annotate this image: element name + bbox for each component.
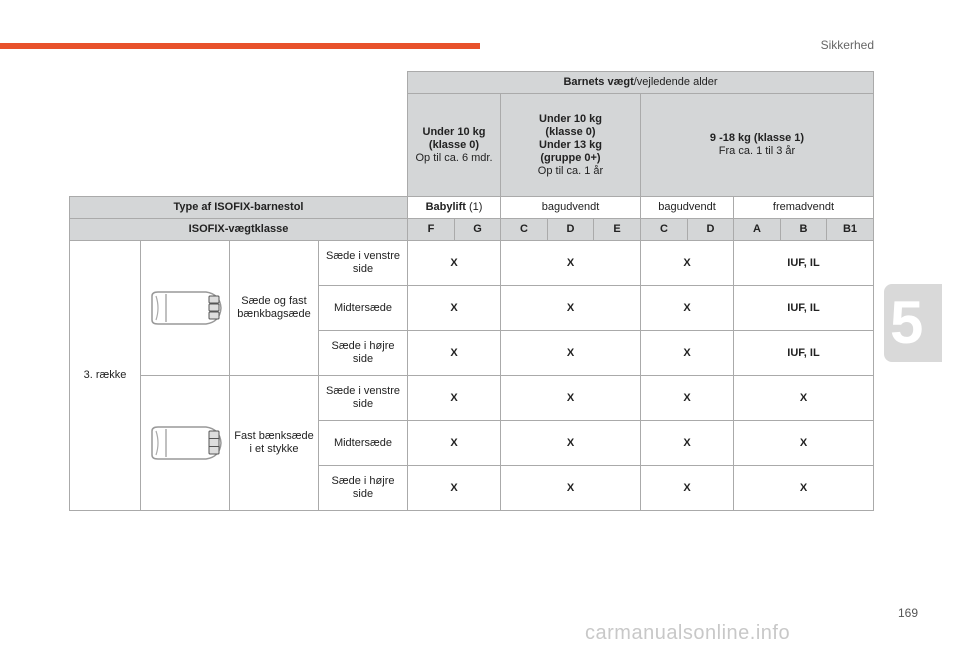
seat-position: Midtersæde	[319, 286, 408, 331]
car-rear-seat-icon	[146, 288, 224, 328]
row-label: 3. række	[70, 241, 141, 511]
weight-line: (klasse 0)	[545, 125, 596, 138]
seat-icon-cell	[141, 376, 230, 511]
class-row-label: ISOFIX-vægtklasse	[70, 219, 408, 241]
chapter-number: 5	[890, 289, 924, 356]
compatibility-value: IUF, IL	[734, 331, 874, 376]
weight-line: Under 10 kg	[422, 125, 486, 138]
weight-line: (klasse 0)	[428, 138, 480, 151]
seat-position: Sæde i venstre side	[319, 376, 408, 421]
section-title: Sikkerhed	[820, 38, 874, 52]
compatibility-value: X	[641, 376, 734, 421]
isofix-table	[69, 71, 874, 511]
compatibility-value: X	[501, 331, 641, 376]
compatibility-value: X	[408, 286, 501, 331]
weight-line: (gruppe 0+)	[540, 151, 601, 164]
weight-column-2	[641, 94, 874, 197]
seat-position: Sæde i venstre side	[319, 241, 408, 286]
page-number: 169	[898, 606, 919, 620]
compatibility-value: X	[408, 421, 501, 466]
weight-line: 9 -18 kg (klasse 1)	[709, 132, 805, 144]
compatibility-value: X	[641, 466, 734, 511]
weight-line: Op til ca. 6 mdr.	[415, 151, 493, 164]
car-bench-seat-icon	[146, 423, 224, 463]
seat-icon-cell	[141, 241, 230, 376]
weight-group-header: Barnets vægt/vejledende alder	[408, 72, 874, 94]
isofix-class: F	[408, 219, 455, 241]
type-col2: bagudvendt	[501, 197, 641, 219]
compatibility-value: IUF, IL	[734, 241, 874, 286]
watermark: carmanualsonline.info	[585, 622, 791, 644]
compatibility-value: X	[501, 376, 641, 421]
seat-type: Fast bænksæde i et stykke	[230, 376, 319, 511]
compatibility-value: X	[408, 466, 501, 511]
weight-line: Under 10 kg	[539, 112, 602, 125]
compatibility-value: X	[408, 331, 501, 376]
weight-column-0	[408, 94, 501, 197]
compatibility-value: X	[408, 241, 501, 286]
isofix-class: B	[781, 219, 827, 241]
weight-line: Fra ca. 1 til 3 år	[718, 145, 796, 157]
type-col3: bagudvendt	[641, 197, 734, 219]
isofix-class: C	[641, 219, 688, 241]
compatibility-value: X	[501, 421, 641, 466]
weight-line: Op til ca. 1 år	[537, 164, 604, 177]
isofix-class: E	[594, 219, 641, 241]
seat-position: Midtersæde	[319, 421, 408, 466]
compatibility-value: X	[408, 376, 501, 421]
isofix-class: D	[548, 219, 594, 241]
compatibility-value: X	[734, 466, 874, 511]
compatibility-value: X	[641, 286, 734, 331]
compatibility-value: X	[501, 241, 641, 286]
seat-position: Sæde i højre side	[319, 331, 408, 376]
compatibility-value: X	[501, 466, 641, 511]
type-col4: fremadvendt	[734, 197, 874, 219]
compatibility-value: X	[734, 376, 874, 421]
type-row-label: Type af ISOFIX-barnestol	[70, 197, 408, 219]
header-accent-bar	[0, 43, 480, 49]
isofix-class: G	[455, 219, 501, 241]
chapter-tab	[884, 284, 942, 362]
seat-position: Sæde i højre side	[319, 466, 408, 511]
compatibility-value: X	[641, 331, 734, 376]
isofix-class: D	[688, 219, 734, 241]
compatibility-value: X	[501, 286, 641, 331]
compatibility-value: X	[641, 421, 734, 466]
isofix-class: B1	[827, 219, 874, 241]
seat-type: Sæde og fast bænkbagsæde	[230, 241, 319, 376]
weight-column-1	[501, 94, 641, 197]
type-babylift: Babylift (1)	[408, 197, 501, 219]
isofix-class: A	[734, 219, 781, 241]
compatibility-value: X	[734, 421, 874, 466]
compatibility-value: IUF, IL	[734, 286, 874, 331]
isofix-class: C	[501, 219, 548, 241]
compatibility-value: X	[641, 241, 734, 286]
weight-line: Under 13 kg	[539, 138, 602, 151]
